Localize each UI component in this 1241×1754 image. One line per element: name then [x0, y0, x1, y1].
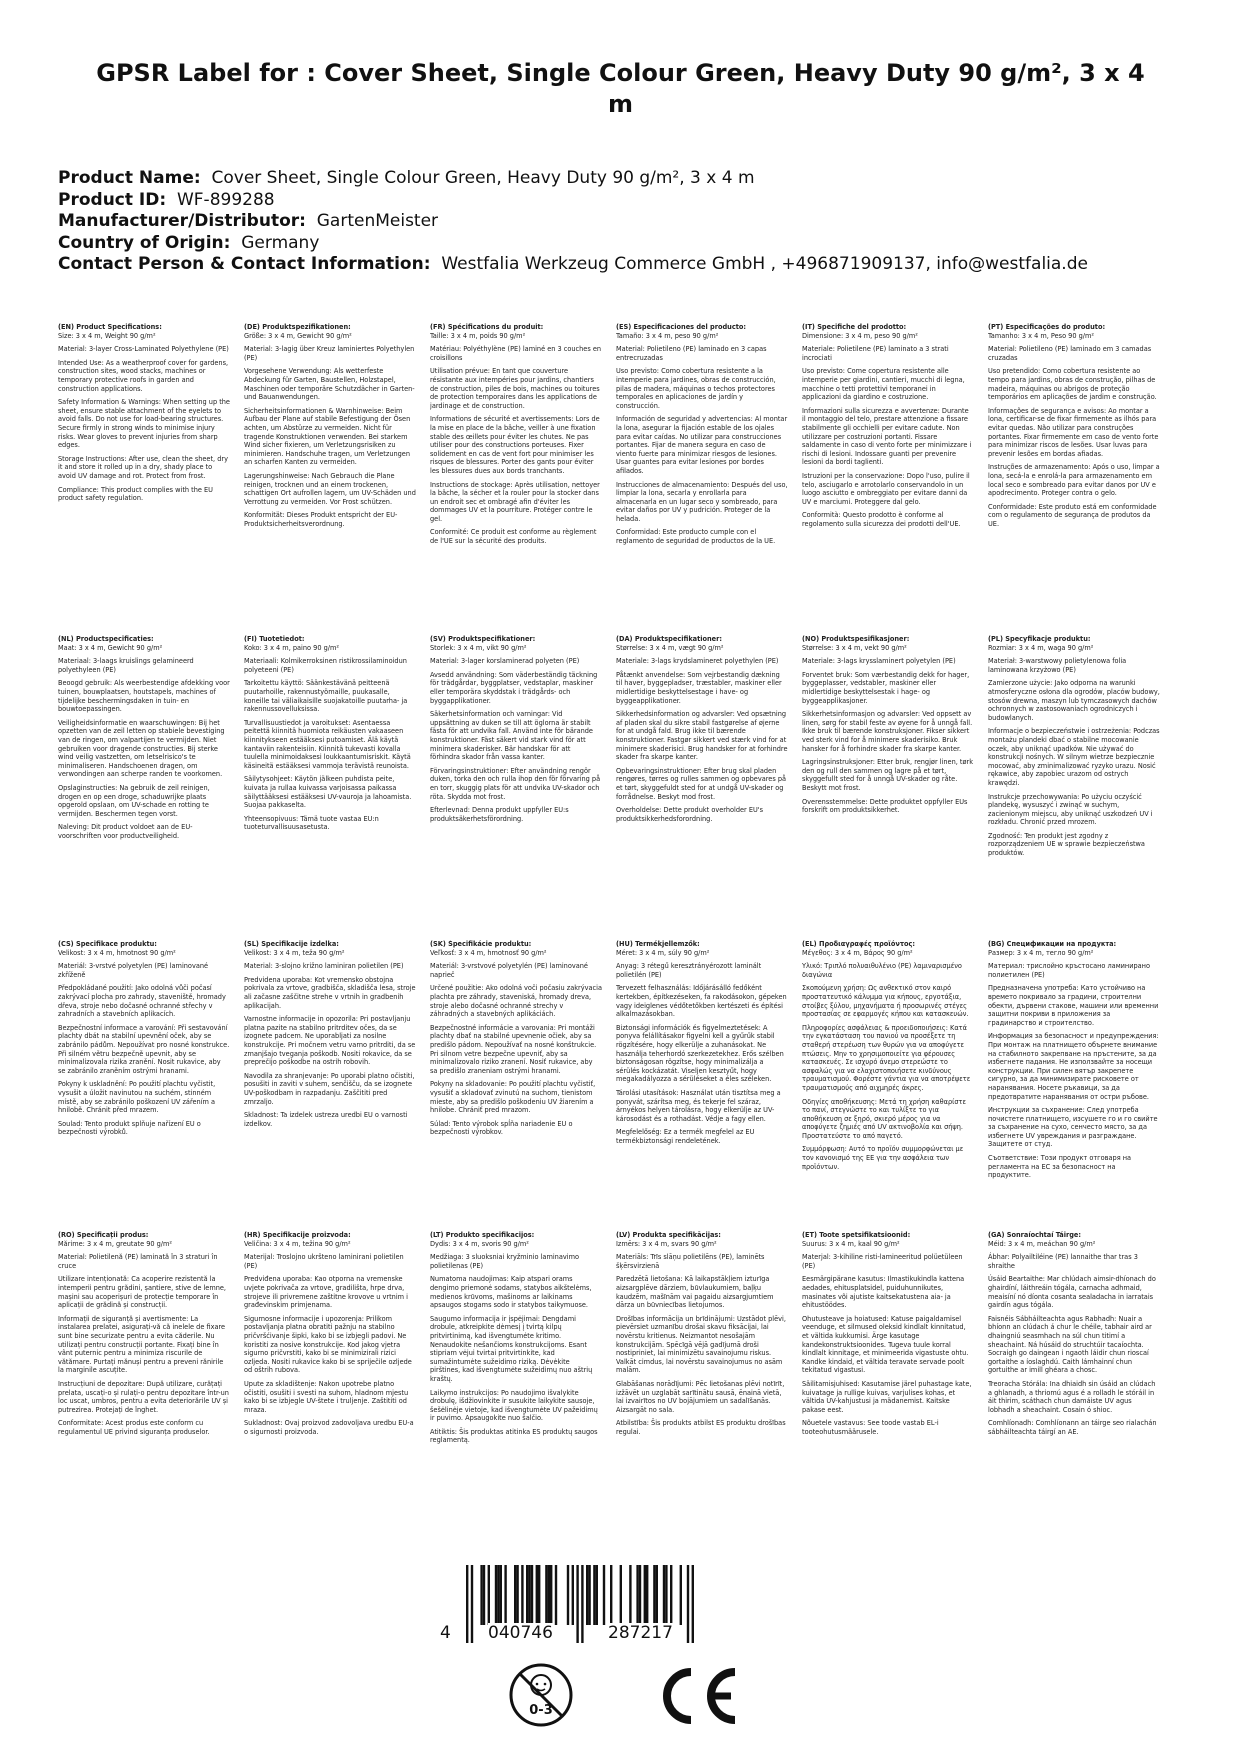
language-block [430, 635, 602, 828]
spec-paragraph: Materiale: 3-lags krysslaminert polyetylen (PE) [802, 656, 956, 666]
spec-paragraph: Veľkosť: 3 x 4 m, hmotnosť 90 g/m² [430, 947, 547, 957]
spec-paragraph: Instrukcje przechowywania: Po użyciu oczyścić plandekę, wysuszyć i zwinąć w suchym, zacienionym miejscu, aby uniknąć uszkodzeń UV i rozkładu. Chronić przed mrozem. [988, 791, 1153, 827]
spec-paragraph: Utilizare intenționată: Ca acoperire rezistentă la intemperii pentru grădini, șantiere, stive de lemne, mașini sau acoperișuri de protecție temporare în aplicații de grădină și construcții. [58, 1274, 227, 1310]
spec-paragraph: Pokyny k uskladnění: Po použití plachtu vyčistit, vysušit a úložit navinutou na suchém, stinném místě, aby se zabránilo poškození UV zářením a hnilobě. Chránit před mrazem. [58, 1079, 216, 1115]
barcode-bar [545, 1565, 547, 1625]
spec-paragraph: Atbilstība: Šis produkts atbilst ES produktu drošības regulai. [616, 1418, 786, 1436]
language-heading: (PT) Especificações do produto: [988, 323, 1106, 331]
spec-paragraph: Eesmärgipärane kasutus: Ilmastikukindla kattena aedades, ehitusplatsidel, puiduhunnikutes, masinates või ajutiste kaitsekatustena aia- ja ehitustöödes. [802, 1274, 965, 1310]
language-heading: (PL) Specyfikacje produktu: [988, 635, 1091, 643]
barcode-bar [581, 1565, 583, 1643]
language-heading: (IT) Specifiche del prodotto: [802, 323, 907, 331]
language-block [430, 940, 602, 1142]
language-heading: (DE) Produktspezifikationen: [244, 323, 351, 331]
barcode-bar [636, 1565, 638, 1625]
spec-paragraph: Uso pretendido: Como cobertura resistente ao tempo para jardins, obras de construção, pilhas de madeira, máquinas ou abrigos de proteção temporários em aplicações de jardim e construção. [988, 366, 1157, 402]
spec-paragraph: Zamierzone użycie: Jako odporna na warunki atmosferyczne osłona dla ogrodów, placów budowy, stosów drewna, maszyn lub tymczasowych dachów ochronnych w zastosowaniach ogrodniczych i budowlanych. [988, 678, 1160, 722]
barcode-bar [567, 1565, 569, 1625]
spec-paragraph: Upute za skladištenje: Nakon upotrebe platno očistiti, osušiti i svesti na suhom, hladnom mjestu kako bi se izbjegle UV-štete i truljenje. Zaštititi od mraza. [244, 1378, 409, 1414]
spec-paragraph: Veiligheidsinformatie en waarschuwingen: Bij het opzetten van de zeil letten op stabiele bevestiging van de ringen, om valpartijen te vermijden. Niet gebruiken voor dragende constructies. Bij sterke wind veilig vastzetten, om letselrisico's te minimaliseren. Handschoenen dragen, om verwondingen aan scherpe randen te voorkomen. [58, 717, 225, 779]
language-heading: (NL) Productspecificaties: [58, 635, 154, 643]
spec-paragraph: Faisnéis Sábháilteachta agus Rabhadh: Nuair a bhíonn an clúdach á chur le chéile, tabhair aird ar dhaingniú seasmhach na súl chun titimí a sheachaint. Ná húsáid do struchtúir tacaíochta. Socraigh go daingean i ngaoth láidir chun rioscaí gortaithe a íoslaghdú. Caith lámhainní chun gortuithe ar imill ghéara a chosc. [988, 1313, 1152, 1375]
language-heading: (SV) Produktspecifikationer: [430, 635, 536, 643]
spec-paragraph: Určené použitie: Ako odolná voči počasiu zakrývacia plachta pre záhrady, staveniská, hromady dreva, stroje alebo dočasné ochranné strechy v záhradných a stavebných aplikáciách. [430, 983, 602, 1019]
spec-paragraph: Sicherheitsinformationen & Warnhinweise: Beim Aufbau der Plane auf stabile Befestigung der Ösen achten, um Abstürze zu vermeiden. Nicht für tragende Konstruktionen verwenden. Bei starkem Wind sicher fixieren, um Verletzungsrisiken zu minimieren. Handschuhe tragen, um Verletzungen an scharfen Kanten zu vermeiden. [244, 405, 411, 467]
info-label: Product ID: [58, 189, 167, 210]
spec-paragraph: Velikost: 3 x 4 m, hmotnost 90 g/m² [58, 947, 176, 957]
barcode-bar [555, 1565, 557, 1625]
language-heading: (GA) Sonraíochtaí Táirge: [988, 1231, 1081, 1239]
barcode-digits-left: 040746 [488, 1623, 553, 1643]
language-block [988, 323, 1160, 533]
spec-paragraph: Размер: 3 x 4 m, тегло 90 g/m² [988, 947, 1094, 957]
barcode-bar [656, 1565, 658, 1625]
barcode-bars [440, 1565, 730, 1647]
spec-paragraph: Istruzioni per la conservazione: Dopo l'uso, pulire il telo, asciugarlo e arrotolarlo conservandolo in un luogo asciutto e ombreggiato per evitare danni da UV e marciumi. Proteggere dal gelo. [802, 470, 970, 506]
spec-paragraph: Koko: 3 x 4 m, paino 90 g/m² [244, 642, 339, 652]
barcode-bar [639, 1565, 641, 1625]
spec-paragraph: Material: 3-lagig über Kreuz laminiertes Polyethylen (PE) [244, 344, 415, 362]
spec-paragraph: Предназначена употреба: Като устойчиво на времето покривало за градини, строителни обекти, дървени стакове, машини или временни защитни покриви в приложения за градинарство и строителство. [988, 983, 1159, 1027]
spec-paragraph: Predvidena uporaba: Kot vremensko obstojna pokrivala za vrtove, gradbišča, skladišča lesa, stroje ali začasne zaščitne strehe v vrtnih in gradbenih aplikacijah. [244, 974, 416, 1010]
spec-paragraph: Uso previsto: Como cobertura resistente a la intemperie para jardines, obras de construcción, pilas de madera, máquinas o techos protectores temporales en aplicaciones de jardín y construcción. [616, 366, 776, 410]
info-value: WF-899288 [176, 189, 275, 210]
spec-paragraph: Atitiktis: Šis produktas atitinka ES produktų saugos reglamentą. [430, 1426, 598, 1445]
spec-paragraph: Lagerungshinweise: Nach Gebrauch die Plane reinigen, trocknen und an einem trockenen, schattigen Ort aufrollen lagern, um UV-Schäden und Verrottung zu vermeiden. Vor Frost schützen. [244, 470, 416, 506]
spec-paragraph: Größe: 3 x 4 m, Gewicht 90 g/m² [244, 330, 352, 340]
spec-paragraph: Instrucciones de almacenamiento: Después del uso, limpiar la lona, secarla y enrollarla para almacenarla en un lugar seco y sombreado, para evitar daños por UV y pudrición. Proteger de la helada. [616, 479, 788, 523]
spec-paragraph: Σκοπούμενη χρήση: Ως ανθεκτικό στον καιρό προστατευτικό κάλυμμα για κήπους, εργοτάξια, στοίβες ξύλου, μηχανήματα ή προσωρινές στέγες προστασίας σε εφαρμογές κήπου και κατασκευών. [802, 983, 969, 1019]
spec-paragraph: Opbevaringsinstruktioner: Efter brug skal pladen rengøres, tørres og rulles sammen og opbevares på et tørt, skyggefuldt sted for at undgå UV-skader og forrådnelse. Beskyt mod frost. [616, 765, 787, 801]
spec-paragraph: Πληροφορίες ασφάλειας & προειδοποιήσεις: Κατά την εγκατάσταση του πανιού να προσέξετε τη σταθερή στερέωση των θυρών για να αποφύγετε πτώσεις. Μην το χρησιμοποιείτε για φέρουσες κατασκευές. Σε ισχυρό άνεμο στερεώστε το ασφαλώς για να ελαχιστοποιήσετε κινδύνους τραυματισμού. Φορέστε γάντια για να αποτρέψετε τραυματισμούς από αιχμηρές άκρες. [802, 1022, 971, 1092]
spec-paragraph: Taille: 3 x 4 m, poids 90 g/m² [430, 330, 526, 340]
spec-paragraph: Yhteensopivuus: Tämä tuote vastaa EU:n tuoteturvallisuusasetusta. [244, 813, 379, 832]
spec-paragraph: Overensstemmelse: Dette produktet oppfyller EUs forskrift om produktsikkerhet. [802, 796, 968, 815]
barcode-bar [586, 1565, 588, 1625]
barcode-bar [526, 1565, 528, 1625]
spec-paragraph: Материал: трислойно кръстосано ламинирано полиетилен (PE) [988, 961, 1150, 979]
spec-paragraph: Dydis: 3 x 4 m, svoris 90 g/m² [430, 1238, 529, 1248]
age-warning-0-3-icon [508, 1662, 574, 1728]
barcode-bar [550, 1565, 552, 1625]
language-heading: (CS) Specifikace produktu: [58, 940, 157, 948]
spec-paragraph: Μέγεθος: 3 x 4 m, Βάρος 90 g/m² [802, 947, 913, 957]
spec-paragraph: Materiál: 3-vrstvé polyetylen (PE) laminované zkříženě [58, 961, 209, 979]
barcode-bar [497, 1565, 499, 1625]
barcode-bar [480, 1565, 482, 1625]
barcode-bar [548, 1565, 550, 1625]
spec-paragraph: Laikymo instrukcijos: Po naudojimo išvalykite drobulę, išdžiovinkite ir susukite laikykite sausoje, šešėlinėje vietoje, kad išvengtumėte UV pažeidimų ir puvimo. Apsaugokite nuo šalčio. [430, 1387, 598, 1423]
barcode-bar [603, 1565, 605, 1625]
language-heading: (SL) Specifikacije izdelka: [244, 940, 339, 948]
spec-paragraph: Maat: 3 x 4 m, Gewicht 90 g/m² [58, 642, 163, 652]
language-heading: (NO) Produktspesifikasjoner: [802, 635, 910, 643]
spec-paragraph: Materiāls: Trīs slāņu polietilēns (PE), laminēts šķērsvirzienā [616, 1252, 765, 1270]
spec-paragraph: Dimensione: 3 x 4 m, peso 90 g/m² [802, 330, 918, 340]
barcode-bar [653, 1565, 655, 1625]
spec-paragraph: Utilisation prévue: En tant que couverture résistante aux intempéries pour jardins, chantiers de construction, piles de bois, machines ou toitures de protection temporaires dans les applications de jardinage et de construction. [430, 366, 600, 410]
spec-paragraph: Rozmiar: 3 x 4 m, waga 90 g/m² [988, 642, 1094, 652]
spec-paragraph: Suurus: 3 x 4 m, kaal 90 g/m² [802, 1238, 900, 1248]
barcode-bar [538, 1565, 540, 1625]
spec-paragraph: Υλικό: Τριπλό πολυαιθυλένιο (PE) λαμιναρισμένο διαγώνια [802, 961, 962, 979]
language-heading: (RO) Specificații produs: [58, 1231, 149, 1239]
country-row [58, 233, 1188, 255]
language-block [616, 1231, 788, 1441]
language-heading: (EN) Product Specifications: [58, 323, 162, 331]
spec-paragraph: Conformidad: Este producto cumple con el reglamento de seguridad de productos de la UE. [616, 527, 776, 546]
barcode-bar [500, 1565, 502, 1625]
spec-paragraph: Naleving: Dit product voldoet aan de EU-voorschriften voor productveiligheid. [58, 822, 193, 840]
spec-paragraph: Intended Use: As a weatherproof cover for gardens, construction sites, wood stacks, machines or temporary protective roofs in garden and construction applications. [58, 357, 229, 393]
spec-paragraph: Instructions de stockage: Après utilisation, nettoyer la bâche, la sécher et la rouler pour la stocker dans un endroit sec et ombragé afin d'éviter les dommages UV et la pourriture. Protéger contre le gel. [430, 479, 600, 523]
language-heading: (ET) Toote spetsifikatsioonid: [802, 1231, 911, 1239]
spec-paragraph: Anyag: 3 rétegű keresztrányérozott laminált polietilén (PE) [616, 961, 762, 979]
spec-paragraph: Bezpečnostné informácie a varovania: Pri montáži plachty dbať na stabilné upevnenie očiek, aby sa predišlo pádom. Nepoužívať na nosné konštrukcie. Pri silnom vetre bezpečne upevniť, aby sa minimalizovalo riziko zranení. Nosiť rukavice, aby sa predišlo zraneniam ostrými hranami. [430, 1022, 597, 1075]
spec-paragraph: Súlad: Tento výrobok spĺňa nariadenie EU o bezpečnosti výrobkov. [430, 1118, 573, 1137]
spec-paragraph: Conformidade: Este produto está em conformidade com o regulamento de segurança de produtos da UE. [988, 501, 1157, 528]
barcode-digits-right: 287217 [608, 1623, 673, 1643]
spec-paragraph: Съответствие: Този продукт отговаря на регламента на ЕС за безопасност на продуктите. [988, 1153, 1132, 1180]
spec-paragraph: Veličina: 3 x 4 m, težina 90 g/m² [244, 1238, 351, 1248]
language-block [988, 635, 1160, 863]
contact-row [58, 254, 1188, 276]
spec-paragraph: Paredzētā lietošana: Kā laikapstākļiem izturīga aizsargplēve dārziem, būvlaukumiem, baļķu kaudzēm, mašīnām vai pagaidu aizsargjumtiem dārza un būvniecības lietojumos. [616, 1274, 774, 1310]
barcode-bar [576, 1565, 578, 1643]
language-block [58, 1231, 230, 1441]
spec-paragraph: Conformità: Questo prodotto è conforme al regolamento sulla sicurezza dei prodotti dell'UE. [802, 510, 961, 528]
barcode-bar [629, 1565, 631, 1625]
language-block [244, 323, 416, 533]
language-heading: (DA) Produktspecifikationer: [616, 635, 723, 643]
info-value: Westfalia Werkzeug Commerce GmbH , +496871909137, info@westfalia.de [441, 254, 1088, 274]
language-block [616, 940, 788, 1150]
spec-paragraph: Skladnost: Ta izdelek ustreza uredbi EU o varnosti izdelkov. [244, 1110, 408, 1128]
barcode-bar [646, 1565, 648, 1625]
barcode-bar [521, 1565, 523, 1625]
spec-paragraph: Předpokládané použití: Jako odolná vůči počasí zakrývací plocha pro zahrady, staveniště, hromady dřeva, stroje nebo dočasné ochranné střechy v zahradních a stavebních aplikacích. [58, 983, 226, 1019]
spec-paragraph: Størrelse: 3 x 4 m, vægt 90 g/m² [616, 642, 724, 652]
spec-paragraph: Opslaginstructies: Na gebruik de zeil reinigen, drogen en op een droge, schaduwrijke plaats opgerold opslaan, om UV-schade en rotting te vermijden. Beschermen tegen vorst. [58, 782, 210, 818]
spec-paragraph: Materijal: Troslojno ukršteno laminirani polietilen (PE) [244, 1252, 404, 1270]
spec-paragraph: Treoracha Stórála: Ina dhiaidh sin úsáid an clúdach a ghlanadh, a thriomú agus é a rolladh le stóráil in áit thirim, scáthach chun damáiste UV agus lobhadh a sheachaint. Cosain ó shioc. [988, 1378, 1156, 1414]
language-block [802, 940, 974, 1176]
spec-paragraph: Materiaal: 3-laags kruislings gelamineerd polyethyleen (PE) [58, 656, 194, 674]
manufacturer-row [58, 211, 1188, 233]
barcode-bar [680, 1565, 682, 1625]
page-title: GPSR Label for : Cover Sheet, Single Colour Green, Heavy Duty 90 g/m², 3 x 4 m [96, 59, 1145, 118]
barcode-bar [495, 1565, 497, 1625]
spec-paragraph: Vorgesehene Verwendung: Als wetterfeste Abdeckung für Garten, Baustellen, Holzstapel, Maschinen oder temporäre Schutzdächer in Garten- und Bauanwendungen. [244, 366, 415, 402]
spec-paragraph: Beoogd gebruik: Als weerbestendige afdekking voor tuinen, bouwplaatsen, houtstapels, machines of tijdelijke beschermingsdaken in tuin- en bouwtoepassingen. [58, 678, 230, 714]
spec-paragraph: Matériau: Polyéthylène (PE) laminé en 3 couches en croisillons [430, 344, 602, 362]
spec-paragraph: Úsáid Beartaithe: Mar chlúdach aimsir-dhíonach do ghairdíní, láithreáin tógála, carnacha adhmaid, meaisíní nó díonta cosanta sealadacha in iarratais gairdín agus tógála. [988, 1274, 1156, 1310]
spec-paragraph: Förvaringsinstruktioner: Efter användning rengör duken, torka den och rulla ihop den för förvaring på en torr, skuggig plats för att undvika UV-skador och röta. Skydda mot frost. [430, 765, 601, 801]
language-block [244, 1231, 416, 1441]
spec-paragraph: Méret: 3 x 4 m, súly 90 g/m² [616, 947, 710, 957]
language-block [244, 940, 416, 1133]
spec-paragraph: Información de seguridad y advertencias: Al montar la lona, asegurar la fijación estable de los ojales para evitar caídas. No utilizar para construcciones portantes. Fijar de manera segura en caso de viento fuerte para minimizar riesgos de lesiones. Usar guantes para evitar lesiones por bordes afilados. [616, 414, 788, 475]
barcode [440, 1565, 730, 1647]
info-value: GartenMeister [316, 211, 439, 231]
info-label: Country of Origin: [58, 232, 231, 253]
language-heading: (HU) Termékjellemzők: [616, 940, 700, 948]
spec-paragraph: Tárolási utasítások: Használat után tisztítsa meg a ponyvát, szárítsa meg, és tekerje fel száraz, árnyékos helyen tárolásra, hogy elkerülje az UV-károsodást és a rothadást. Védje a fagy ellen. [616, 1087, 781, 1123]
info-value: Germany [241, 232, 320, 253]
spec-paragraph: Materjal: 3-kihiline risti-lamineeritud polüetüleen (PE) [802, 1252, 963, 1270]
barcode-bar [687, 1565, 689, 1643]
spec-paragraph: Informações de segurança e avisos: Ao montar a lona, certificar-se de fixar firmemente as ilhós para evitar quedas. Não utilizar para construções portantes. Fixar firmemente em caso de vento forte para minimizar riscos de lesões. Usar luvas para prevenir lesões em bordas afiadas. [988, 405, 1159, 458]
language-block [802, 635, 974, 820]
language-heading: (BG) Спецификации на продукта: [988, 940, 1117, 948]
barcode-bar [644, 1565, 646, 1625]
product-id-row [58, 190, 1188, 212]
spec-paragraph: Turvallisuustiedot ja varoitukset: Asentaessa peitettä kiinnitä huomiota reikäusten vakaaseen kiinnitykseen estääksesi putoamiset. Älä käytä kantaviin rakenteisiin. Kiinnitä tukevasti kovalla tuulella minimoidaksesi loukkaantumisriskit. Käytä käsineitä estääksesi vammoja terävistä reunoista. [244, 717, 411, 770]
language-heading: (FI) Tuotetiedot: [244, 635, 305, 643]
spec-paragraph: Uso previsto: Come copertura resistente alle intemperie per giardini, cantieri, mucchi di legna, macchine o tetti protettivi temporanei in applicazioni da giardino e costruzione. [802, 366, 965, 402]
spec-paragraph: Méid: 3 x 4 m, meáchan 90 g/m² [988, 1238, 1096, 1248]
spec-paragraph: Predviđena uporaba: Kao otporna na vremenske uvjete pokrivača za vrtove, gradilišta, hrpe drva, strojeve ili privremene zaštitne krovove u vrtnim i građevinskim primjenama. [244, 1274, 408, 1310]
language-heading: (SK) Špecifikácie produktu: [430, 940, 532, 948]
language-block [430, 323, 602, 551]
spec-paragraph: Οδηγίες αποθήκευσης: Μετά τη χρήση καθαρίστε το πανί, στεγνώστε το και τυλίξτε το για αποθήκευση σε ξηρό, σκιερό μέρος για να αποφύγετε ζημιές από UV ακτινοβολία και σήψη. Προστατεύστε το από παγετό. [802, 1096, 966, 1140]
spec-paragraph: Conformitate: Acest produs este conform cu regulamentul UE privind siguranța produselor. [58, 1418, 210, 1436]
barcode-bar [531, 1565, 533, 1625]
spec-paragraph: Overholdelse: Dette produkt overholder EU's produktsikkerhedsforordning. [616, 805, 764, 823]
spec-paragraph: Varnostne informacije in opozorila: Pri postavljanju platna pazite na stabilno pritrditev očes, da se izognete padcem. Ne uporabljati za nosilne konstrukcije. Pri močnem vetru varno pritrditi, da se zmanjšajo tveganja poškodb. Nositi rokavice, da se preprečijo poškodbe na ostrih robovih. [244, 1014, 416, 1067]
spec-paragraph: Информация за безопасност и предупреждения: При монтаж на платнището обърнете внимание на стабилното закрепване на пръстените, за да избегнете падания. Не използвайте за носещи конструкции. При силен вятър закрепете сигурно, за да минимизирате рисковете от наранявания. Носете ръкавици, за да предотвратите наранявания от остри ръбове. [988, 1031, 1159, 1101]
barcode-bar [471, 1565, 473, 1643]
spec-paragraph: Συμμόρφωση: Αυτό το προϊόν συμμορφώνεται με τον κανονισμό της ΕΕ για την ασφάλεια των προϊόντων. [802, 1144, 964, 1171]
spec-paragraph: Material: Polietileno (PE) laminado en 3 capas entrecruzadas [616, 344, 767, 362]
barcode-bar [504, 1565, 506, 1625]
language-heading: (FR) Spécifications du produit: [430, 323, 544, 331]
spec-paragraph: Material: 3-lager korslaminerad polyeten (PE) [430, 656, 580, 666]
barcode-bar [665, 1565, 667, 1625]
language-block [802, 1231, 974, 1441]
barcode-bar [692, 1565, 694, 1643]
svg-text:0-3: 0-3 [529, 1703, 553, 1718]
barcode-bar [466, 1565, 468, 1643]
spec-paragraph: Materiál: 3-vrstvové polyetylén (PE) laminované naprieč [430, 961, 588, 979]
spec-paragraph: Størrelse: 3 x 4 m, vekt 90 g/m² [802, 642, 907, 652]
spec-paragraph: Pokyny na skladovanie: Po použití plachtu vyčistiť, vysušiť a skladovať zvinutú na suchom, tienistom mieste, aby sa predišlo poškodeniu UV žiarením a hnilobe. Chrániť pred mrazom. [430, 1079, 596, 1115]
spec-paragraph: Saugumo informacija ir įspėjimai: Dengdami drobule, atkreipkite dėmesį į tvirtą kilpų pritvirtinimą, kad išvengtumėte kritimo. Nenaudokite nešančioms konstrukcijoms. Esant stipriam vėjui tvirtai pritvirtinkite, kad sumažintumėte sužeidimo riziką. Dėvėkite pirštines, kad išvengtumėte sužeidimų nuo aštrių kraštų. [430, 1313, 593, 1383]
language-block [58, 940, 230, 1142]
barcode-bar [516, 1565, 518, 1625]
spec-paragraph: Инструкции за съхранение: След употреба почистете платнището, изсушете го и го свийте за съхранение на сухо, сенчесто място, за да избегнете UV увреждания и разграждане. Защитете от студ. [988, 1105, 1158, 1149]
barcode-bar [514, 1565, 516, 1625]
language-block [244, 635, 416, 837]
spec-paragraph: Comhlíonadh: Comhlíonann an táirge seo rialachán sábháilteachta táirgí an AE. [988, 1418, 1157, 1436]
barcode-bar [610, 1565, 612, 1625]
product-info [58, 168, 1188, 276]
info-value: Cover Sheet, Single Colour Green, Heavy Duty 90 g/m², 3 x 4 m [211, 168, 755, 188]
spec-paragraph: Tamaño: 3 x 4 m, peso 90 g/m² [616, 330, 719, 340]
spec-paragraph: Materiaali: Kolmikerroksinen ristikrossilaminoidun polyeteeni (PE) [244, 656, 407, 674]
spec-paragraph: Efterlevnad: Denna produkt uppfyller EU:s produktsäkerhetsförordning. [430, 805, 569, 823]
barcode-bar [528, 1565, 530, 1625]
barcode-digit-prefix: 4 [440, 1623, 451, 1643]
spec-paragraph: Konformität: Dieses Produkt entspricht der EU-Produktsicherheitsverordnung. [244, 510, 398, 528]
barcode-bar [593, 1565, 595, 1625]
info-label: Contact Person & Contact Information: [58, 254, 431, 274]
barcode-bar [488, 1565, 490, 1625]
product-name-row [58, 168, 1188, 190]
barcode-bar [572, 1565, 574, 1625]
spec-paragraph: Ábhar: Polyailtiléine (PE) lannaithe thar tras 3 shraithe [988, 1252, 1138, 1270]
barcode-bar [620, 1565, 622, 1625]
barcode-bar [483, 1565, 485, 1625]
barcode-bar [596, 1565, 598, 1625]
spec-paragraph: Izmērs: 3 x 4 m, svars 90 g/m² [616, 1238, 717, 1248]
spec-paragraph: Navodila za shranjevanje: Po uporabi platno očistiti, posušiti in zaviti v suhem, senčišču, da se izognete UV-poškodbam in razpadanju. Zaščititi pred zmrzaljo. [244, 1070, 415, 1106]
spec-paragraph: Tamanho: 3 x 4 m, Peso 90 g/m² [988, 330, 1095, 340]
spec-paragraph: Tarkoitettu käyttö: Säänkestävänä peitteenä puutarhoille, rakennustyömaille, puukasalle, koneille tai väliaikaisille suojakatoille puutarha- ja rakennussovelluksissa. [244, 678, 408, 714]
language-block [988, 940, 1160, 1185]
barcode-bar [663, 1565, 665, 1625]
spec-paragraph: Ohutusteave ja hoiatused: Katuse paigaldamisel veenduge, et silmused oleksid kindlalt kinnitatud, et vältida kukkumisi. Ärge kasutage kandekonstruktsioonides. Tugeva tuule korral kindlalt kinnitage, et minimeerida vigastuste ohtu. Kandke kindaid, et vältida teravate servade poolt tekitatud vigastusi. [802, 1313, 969, 1375]
spec-paragraph: Nõuetele vastavus: See toode vastab EL-i tooteohutusmäärusele. [802, 1418, 939, 1436]
language-heading: (EL) Προδιαγραφές προϊόντος: [802, 940, 916, 948]
barcode-bar [536, 1565, 538, 1625]
spec-paragraph: Sikkerhetsinformasjon og advarsler: Ved oppsett av linen, sørg for stabil feste av øyene for å unngå fall. Ikke bruk til bærende konstruksjoner. Fikser sikkert ved sterk vind for å minimere skaderisiko. Bruk hansker for å forhindre skader fra skarpe kanter. [802, 709, 973, 753]
barcode-bar [588, 1565, 590, 1625]
language-heading: (ES) Especificaciones del producto: [616, 323, 747, 331]
spec-paragraph: Size: 3 x 4 m, Weight 90 g/m² [58, 330, 156, 340]
language-block [58, 635, 230, 845]
spec-paragraph: Sukladnost: Ovaj proizvod zadovoljava uredbu EU-a o sigurnosti proizvoda. [244, 1418, 414, 1436]
spec-paragraph: Zgodność: Ten produkt jest zgodny z rozporządzeniem UE w sprawie bezpieczeństwa produktów. [988, 830, 1145, 858]
spec-paragraph: Drošības informācija un brīdinājumi: Uzstādot plēvi, pievērsiet uzmanību drošai skavu fiksācijai, lai novērstu kritienus. Neizmantot nesošajām konstrukcijām. Spēcīgā vējā gadījumā droši nostipriniet, lai minimizētu savainojumu riskus. Valkāt cimdus, lai novērstu savainojumus no asām malām. [616, 1313, 786, 1375]
spec-paragraph: Materiale: 3-lags krydslamineret polyethylen (PE) [616, 656, 779, 666]
language-block [616, 635, 788, 828]
spec-paragraph: Informations de sécurité et avertissements: Lors de la mise en place de la bâche, veiller à une fixation stable des œillets pour éviter les chutes. Ne pas utiliser pour des constructions porteuses. Fixer solidement en cas de vent fort pour minimiser les risques de blessures. Porter des gants pour éviter les blessures dues aux bords tranchants. [430, 414, 600, 475]
spec-paragraph: Säkerhetsinformation och varningar: Vid uppsättning av duken se till att öglorna är stabilt fästa för att undvika fall. Använd inte för bärande konstruktioner. Fäst säkert vid stark vind för att minimera skaderisker. Bär handskar för att förhindra skador från vassa kanter. [430, 709, 593, 762]
spec-paragraph: Material: Polietilenă (PE) laminată în 3 straturi în cruce [58, 1252, 218, 1270]
spec-paragraph: Materiał: 3-warstwowy polietylenowa folia laminowana krzyżowo (PE) [988, 656, 1127, 674]
spec-paragraph: Glabāšanas norādījumi: Pēc lietošanas plēvi notīrīt, izžāvēt un uzglabāt sarītinātu sausā, ēnainā vietā, lai izvairītos no UV bojājumiem un sadalīšanās. Aizsargāt no sala. [616, 1378, 785, 1414]
info-label: Manufacturer/Distributor: [58, 211, 306, 231]
language-block [802, 323, 974, 533]
spec-paragraph: Bezpečnostní informace a varování: Při sestavování plachty dbát na stabilní upevnění oček, aby se zabránilo pádům. Nepoužívat pro nosné konstrukce. Při silném větru bezpečně upevnit, aby se minimalizovala rizika zranění. Nosit rukavice, aby se zabránilo zraněním ostrými hranami. [58, 1022, 230, 1075]
spec-paragraph: Säilytysohjeet: Käytön jälkeen puhdista peite, kuivata ja rullaa kuivassa varjoisassa paikassa säilyttääksesi estääksesi UV-vauroja ja lahoamista. Suojaa pakkaselta. [244, 774, 412, 810]
spec-paragraph: Storage Instructions: After use, clean the sheet, dry it and store it rolled up in a dry, shady place to avoid UV damage and rot. Protect from frost. [58, 453, 228, 480]
spec-paragraph: Sigurnosne informacije i upozorenja: Prilikom postavljanja platna obratiti pažnju na stabilno pričvršćivanje šipki, kako bi se izbjegli padovi. Ne koristiti za nosive konstrukcije. Kod jakog vjetra sigurno pričvrstiti, kako bi se minimizirali rizici ozljeda. Nositi rukavice kako bi se spriječile ozljede od oštrih rubova. [244, 1313, 412, 1375]
spec-paragraph: Avsedd användning: Som väderbeständig täckning för trädgårdar, byggplatser, vedstaplar, maskiner eller temporära skyddstak i trädgårds- och byggapplikationer. [430, 669, 598, 705]
spec-paragraph: Påtænkt anvendelse: Som vejrbestandig dækning til haver, byggepladser, træstabler, maskiner eller midlertidige beskyttelsestage i have- og byggeapplikationer. [616, 669, 782, 705]
spec-paragraph: Mărime: 3 x 4 m, greutate 90 g/m² [58, 1238, 173, 1248]
spec-paragraph: Numatoma naudojimas: Kaip atspari orams dengimo priemonė sodams, statybos aikštelėms, medienos krūvoms, mašinoms ar laikinams apsaugos stogams sodo ir statybos taikymuose. [430, 1274, 592, 1310]
language-block [988, 1231, 1160, 1441]
barcode-bar [670, 1565, 672, 1625]
spec-paragraph: Storlek: 3 x 4 m, vikt 90 g/m² [430, 642, 527, 652]
language-block [616, 323, 788, 551]
spec-paragraph: Informazioni sulla sicurezza e avvertenze: Durante il montaggio del telo, prestare attenzione a fissare stabilmente gli occhielli per evitare cadute. Non utilizzare per costruzioni portanti. Fissare saldamente in caso di vento forte per minimizzare i rischi di lesioni. Indossare guanti per prevenire lesioni da bordi taglienti. [802, 405, 972, 467]
spec-paragraph: Instruções de armazenamento: Após o uso, limpar a lona, secá-la e enrolá-la para armazenamento em local seco e sombreado para evitar danos por UV e apodrecimento. Proteger contra o gelo. [988, 462, 1160, 498]
spec-paragraph: Biztonsági információk és figyelmeztetések: A ponyva felállításakor figyelni kell a gyűrűk stabil rögzítésére, hogy elkerülje a zuhanásokat. Ne használja teherhordó szerkezetekhez. Erős szélben biztonságosan rögzítse, hogy minimalizálja a sérülés kockázatát. Viseljen kesztyűt, hogy megakadályozza a sérüléseket a éles széleken. [616, 1022, 784, 1084]
spec-paragraph: Sikkerhedsinformation og advarsler: Ved opsætning af pladen skal du sikre stabil fastgørelse af øjerne for at undgå fald. Brug ikke til bærende konstruktioner. Fastgør sikkert ved stærk vind for at minimere skaderisici. Brug handsker for at forhindre skader fra skarpe kanter. [616, 709, 788, 762]
spec-paragraph: Lagringsinstruksjoner: Etter bruk, rengjør linen, tørk den og rull den sammen og lagre på et tørt, skyggefullt sted for å unngå UV-skader og råte. Beskytt mot frost. [802, 757, 973, 792]
spec-paragraph: Compliance: This product complies with the EU product safety regulation. [58, 484, 213, 503]
language-heading: (LT) Produkto specifikacijos: [430, 1231, 535, 1239]
info-label: Product Name: [58, 168, 201, 188]
spec-paragraph: Safety Information & Warnings: When setting up the sheet, ensure stable attachment of the eyelets to avoid falls. Do not use for load-bearing structures. Secure firmly in strong winds to minimise injury risks. Wear gloves to prevent injuries from sharp edges. [58, 397, 230, 450]
language-heading: (LV) Produkta specifikācijas: [616, 1231, 721, 1239]
language-block [430, 1231, 602, 1450]
language-block [58, 323, 230, 508]
spec-paragraph: Tervezett felhasználás: Időjárásálló fedőként kertekben, építkezéseken, fa rakodásokon, gépeken vagy ideiglenes védőtetőkben kertészeti és építési alkalmazásokban. [616, 983, 787, 1019]
spec-paragraph: Material: 3-layer Cross-Laminated Polyethylene (PE) [58, 344, 229, 354]
spec-paragraph: Velikost: 3 x 4 m, teža 90 g/m² [244, 947, 345, 957]
spec-paragraph: Instrucțiuni de depozitare: După utilizare, curățați prelata, uscați-o și rulați-o pentru depozitare într-un loc uscat, umbros, pentru a evita deteriorările UV și putrezirea. Protejați de înghet. [58, 1378, 229, 1414]
spec-paragraph: Megfelelőség: Ez a termék megfelel az EU termékbiztonsági rendeletének. [616, 1127, 755, 1145]
language-heading: (HR) Specifikacije proizvoda: [244, 1231, 351, 1239]
spec-paragraph: Soulad: Tento produkt splňuje nařízení EU o bezpečnosti výrobků. [58, 1118, 201, 1137]
spec-paragraph: Informacje o bezpieczeństwie i ostrzeżenia: Podczas montażu plandeki dbać o stabilne mocowanie oczek, aby uniknąć upadków. Nie używać do konstrukcji nośnych. W silnym wietrze bezpiecznie mocować, aby zminimalizować ryzyko urazu. Nosić rękawice, aby zapobiec urazom od ostrych krawędzi. [988, 726, 1160, 787]
spec-paragraph: Forventet bruk: Som værbestandig dekk for hager, byggeplasser, vedstabler, maskiner eller midlertidige beskyttelsestak i hage- og byggeapplikasjoner. [802, 669, 970, 705]
spec-paragraph: Informații de siguranță și avertismente: La instalarea prelatei, asigurați-vă că inelele de fixare sunt bine securizate pentru a evita căderile. Nu utilizați pentru construcții portante. Fixați bine în vânt puternic pentru a minimiza riscurile de vătămare. Purtați mănuși pentru a preveni rănirile la marginile ascuțite. [58, 1313, 226, 1375]
spec-paragraph: Material: 3-slojno križno laminiran polietilen (PE) [244, 961, 404, 971]
ce-mark-icon [655, 1666, 740, 1726]
spec-paragraph: Säilitamisjuhised: Kasutamise järel puhastage kate, kuivatage ja rullige kuivas, varjulises kohas, et vältida UV-kahjustusi ja mädanemist. Kaitske pakase eest. [802, 1378, 972, 1414]
spec-paragraph: Medžiaga: 3 sluoksniai kryžminio laminavimo polietilenas (PE) [430, 1252, 579, 1270]
spec-paragraph: Conformité: Ce produit est conforme au règlement de l'UE sur la sécurité des produits. [430, 527, 597, 546]
spec-paragraph: Materiale: Polietilene (PE) laminato a 3 strati incrociati [802, 344, 949, 362]
spec-paragraph: Material: Polietileno (PE) laminado em 3 camadas cruzadas [988, 344, 1152, 362]
